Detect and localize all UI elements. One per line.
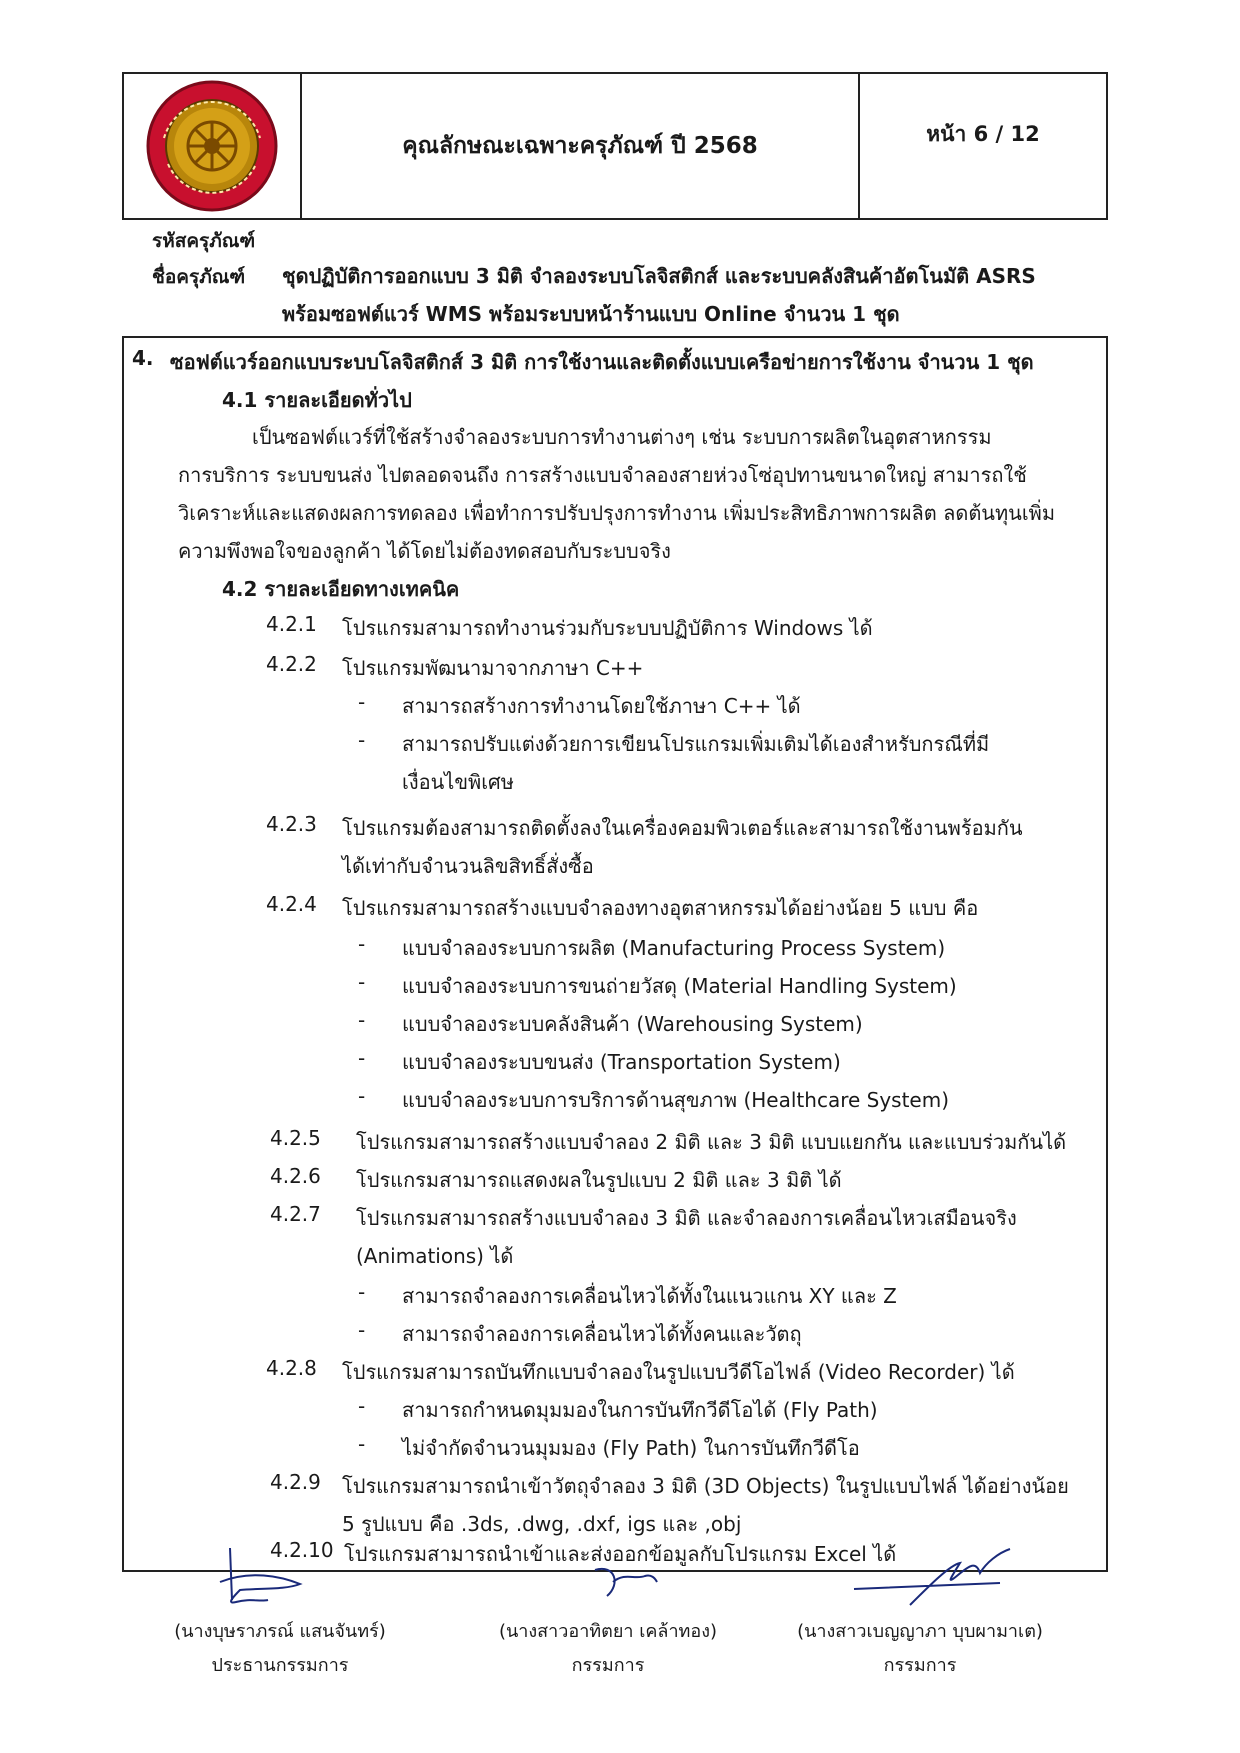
item-text: 5 รูปแบบ คือ .3ds, .dwg, .dxf, igs และ ,obj	[342, 1512, 742, 1536]
equipment-name-line1: ชุดปฏิบัติการออกแบบ 3 มิติ จำลองระบบโลจิสติกส์ และระบบคลังสินค้าอัตโนมัติ ASRS	[282, 264, 1036, 288]
subsection-4-1-title: 4.1 รายละเอียดทั่วไป	[222, 388, 412, 412]
signature-role: กรรมการ	[883, 1655, 957, 1676]
sub-item-text: ไม่จำกัดจำนวนมุมมอง (Fly Path) ในการบันทึกวีดีโอ	[402, 1436, 860, 1460]
equipment-name-line2: พร้อมซอฟต์แวร์ WMS พร้อมระบบหน้าร้านแบบ Online จำนวน 1 ชุด	[282, 302, 900, 326]
item-number: 4.2.5	[270, 1126, 321, 1150]
signature-role: ประธานกรรมการ	[211, 1655, 349, 1676]
section-number: 4.	[132, 346, 154, 370]
sub-item-text: สามารถจำลองการเคลื่อนไหวได้ทั้งในแนวแกน XY และ Z	[402, 1284, 897, 1308]
item-number: 4.2.10	[270, 1538, 334, 1562]
logo-cell	[124, 74, 302, 218]
sub-item-text: แบบจำลองระบบคลังสินค้า (Warehousing System)	[402, 1012, 863, 1036]
item-number: 4.2.9	[270, 1470, 321, 1494]
signature-role: กรรมการ	[571, 1655, 645, 1676]
bullet-dash: -	[358, 1046, 366, 1070]
bullet-dash: -	[358, 1280, 366, 1304]
page-number: หน้า 6 / 12	[926, 122, 1040, 146]
signature-mark-2-icon	[585, 1560, 665, 1610]
sub-item-text: แบบจำลองระบบขนส่ง (Transportation System)	[402, 1050, 841, 1074]
bullet-dash: -	[358, 1008, 366, 1032]
item-text: โปรแกรมสามารถสร้างแบบจำลอง 3 มิติ และจำลองการเคลื่อนไหวเสมือนจริง	[356, 1206, 1017, 1230]
paragraph-line: วิเคราะห์และแสดงผลการทดลอง เพื่อทำการปรับปรุงการทำงาน เพิ่มประสิทธิภาพการผลิต ลดต้นทุนเพิ่ม	[178, 501, 1056, 525]
sub-item-text: สามารถปรับแต่งด้วยการเขียนโปรแกรมเพิ่มเติมได้เองสำหรับกรณีที่มี	[402, 732, 990, 756]
item-number: 4.2.6	[270, 1164, 321, 1188]
item-text: โปรแกรมสามารถบันทึกแบบจำลองในรูปแบบวีดีโอไฟล์ (Video Recorder) ได้	[342, 1360, 1015, 1384]
signature-name: (นางบุษราภรณ์ แสนจันทร์)	[174, 1621, 386, 1642]
header-table	[122, 72, 1108, 220]
item-text: โปรแกรมสามารถสร้างแบบจำลองทางอุตสาหกรรมได้อย่างน้อย 5 แบบ คือ	[342, 896, 979, 920]
equipment-code-label: รหัสครุภัณฑ์	[152, 230, 256, 252]
sub-item-text: แบบจำลองระบบการบริการด้านสุขภาพ (Healthcare System)	[402, 1088, 950, 1112]
item-number: 4.2.3	[266, 812, 317, 836]
item-text: โปรแกรมสามารถแสดงผลในรูปแบบ 2 มิติ และ 3 มิติ ได้	[356, 1168, 842, 1192]
item-text: โปรแกรมสามารถนำเข้าวัตถุจำลอง 3 มิติ (3D Objects) ในรูปแบบไฟล์ ได้อย่างน้อย	[342, 1474, 1069, 1498]
signature-name: (นางสาวอาทิตยา เคล้าทอง)	[498, 1621, 718, 1642]
item-text: โปรแกรมสามารถทำงานร่วมกับระบบปฏิบัติการ Windows ได้	[342, 616, 873, 640]
item-number: 4.2.1	[266, 612, 317, 636]
vocational-commission-logo-icon	[144, 78, 280, 214]
bullet-dash: -	[358, 1084, 366, 1108]
signature-mark-1-icon	[190, 1540, 330, 1610]
item-text: โปรแกรมพัฒนามาจากภาษา C++	[342, 656, 644, 680]
equipment-name-label: ชื่อครุภัณฑ์	[152, 266, 246, 288]
sub-item-text: สามารถกำหนดมุมมองในการบันทึกวีดีโอได้ (Fly Path)	[402, 1398, 878, 1422]
item-number: 4.2.7	[270, 1202, 321, 1226]
item-text: (Animations) ได้	[356, 1244, 514, 1268]
bullet-dash: -	[358, 1432, 366, 1456]
sub-item-text: สามารถจำลองการเคลื่อนไหวได้ทั้งคนและวัตถุ	[402, 1322, 802, 1346]
item-text: โปรแกรมสามารถนำเข้าและส่งออกข้อมูลกับโปรแกรม Excel ได้	[344, 1542, 897, 1566]
item-number: 4.2.4	[266, 892, 317, 916]
item-text: โปรแกรมต้องสามารถติดตั้งลงในเครื่องคอมพิวเตอร์และสามารถใช้งานพร้อมกัน	[342, 816, 1023, 840]
bullet-dash: -	[358, 728, 366, 752]
item-text: โปรแกรมสามารถสร้างแบบจำลอง 2 มิติ และ 3 มิติ แบบแยกกัน และแบบร่วมกันได้	[356, 1130, 1067, 1154]
signature-name: (นางสาวเบญญาภา บุบผามาเต)	[797, 1621, 1043, 1642]
signature-mark-3-icon	[850, 1545, 1020, 1615]
sub-item-text: แบบจำลองระบบการขนถ่ายวัสดุ (Material Handling System)	[402, 974, 957, 998]
paragraph-line: ความพึงพอใจของลูกค้า ได้โดยไม่ต้องทดสอบกับระบบจริง	[178, 539, 671, 563]
item-number: 4.2.8	[266, 1356, 317, 1380]
paragraph-line: การบริการ ระบบขนส่ง ไปตลอดจนถึง การสร้างแบบจำลองสายห่วงโซ่อุปทานขนาดใหญ่ สามารถใช้	[178, 463, 1027, 487]
bullet-dash: -	[358, 1318, 366, 1342]
subsection-4-2-title: 4.2 รายละเอียดทางเทคนิค	[222, 577, 460, 601]
item-number: 4.2.2	[266, 652, 317, 676]
document-title: คุณลักษณะเฉพาะครุภัณฑ์ ปี 2568	[302, 74, 860, 218]
sub-item-text: แบบจำลองระบบการผลิต (Manufacturing Process System)	[402, 936, 946, 960]
bullet-dash: -	[358, 690, 366, 714]
sub-item-text: เงื่อนไขพิเศษ	[402, 770, 514, 794]
bullet-dash: -	[358, 970, 366, 994]
section-heading: ซอฟต์แวร์ออกแบบระบบโลจิสติกส์ 3 มิติ การใช้งานและติดตั้งแบบเครือข่ายการใช้งาน จำนวน 1 ชุด	[170, 350, 1034, 374]
bullet-dash: -	[358, 932, 366, 956]
bullet-dash: -	[358, 1394, 366, 1418]
item-text: ได้เท่ากับจำนวนลิขสิทธิ์สั่งซื้อ	[342, 854, 594, 878]
sub-item-text: สามารถสร้างการทำงานโดยใช้ภาษา C++ ได้	[402, 694, 801, 718]
paragraph-line: เป็นซอฟต์แวร์ที่ใช้สร้างจำลองระบบการทำงานต่างๆ เช่น ระบบการผลิตในอุตสาหกรรม	[252, 425, 992, 449]
